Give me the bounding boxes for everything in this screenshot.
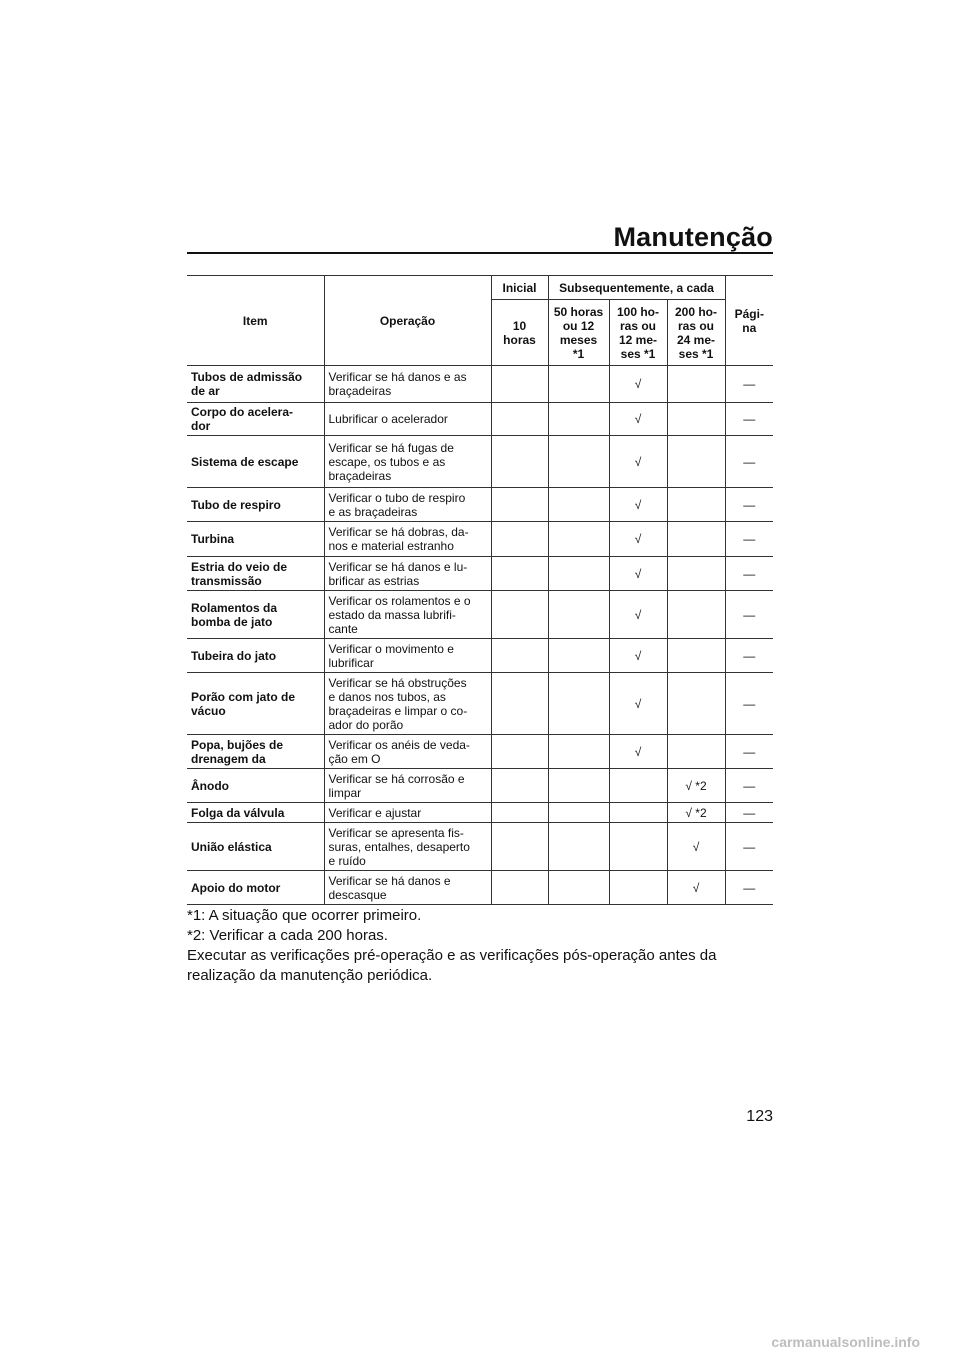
row-10h-mark xyxy=(491,823,548,871)
row-operation: Lubrificar o acelerador xyxy=(324,403,491,436)
row-200h-mark: √ *2 xyxy=(667,769,725,803)
row-100h-mark: √ xyxy=(609,436,667,488)
row-page: — xyxy=(725,557,773,591)
row-page: — xyxy=(725,403,773,436)
row-200h-mark: √ *2 xyxy=(667,803,725,823)
row-200h-mark: √ xyxy=(667,871,725,905)
row-10h-mark xyxy=(491,769,548,803)
row-50h-mark xyxy=(548,591,609,639)
row-50h-mark xyxy=(548,769,609,803)
row-50h-mark xyxy=(548,673,609,735)
row-100h-mark xyxy=(609,769,667,803)
table-row xyxy=(187,557,773,591)
table-row xyxy=(187,488,773,522)
footnote-1: *1: A situação que ocorrer primeiro. xyxy=(187,907,422,924)
row-item: Popa, bujões de drenagem da xyxy=(187,735,324,769)
row-item: Turbina xyxy=(187,522,324,557)
table-row xyxy=(187,871,773,905)
row-item: Porão com jato de vácuo xyxy=(187,673,324,735)
row-item: Folga da válvula xyxy=(187,803,324,823)
row-page: — xyxy=(725,823,773,871)
row-operation: Verificar se há danos e lu- brificar as estrias xyxy=(324,557,491,591)
row-operation: Verificar se apresenta fis- suras, entalhes, desaperto e ruído xyxy=(324,823,491,871)
row-item: Apoio do motor xyxy=(187,871,324,905)
row-page: — xyxy=(725,803,773,823)
row-operation: Verificar se há dobras, da- nos e material estranho xyxy=(324,522,491,557)
row-page: — xyxy=(725,871,773,905)
row-100h-mark: √ xyxy=(609,488,667,522)
header-200h: 200 ho- ras ou 24 me- ses *1 xyxy=(667,300,725,366)
row-200h-mark xyxy=(667,488,725,522)
row-200h-mark: √ xyxy=(667,823,725,871)
footnote-2: *2: Verificar a cada 200 horas. xyxy=(187,927,388,944)
row-200h-mark xyxy=(667,591,725,639)
row-100h-mark: √ xyxy=(609,522,667,557)
row-50h-mark xyxy=(548,366,609,403)
footnotes xyxy=(187,906,777,986)
row-10h-mark xyxy=(491,673,548,735)
row-10h-mark xyxy=(491,735,548,769)
row-10h-mark xyxy=(491,803,548,823)
table-row xyxy=(187,436,773,488)
row-page: — xyxy=(725,488,773,522)
row-200h-mark xyxy=(667,403,725,436)
row-100h-mark: √ xyxy=(609,735,667,769)
header-initial: Inicial xyxy=(491,276,548,300)
row-operation: Verificar o tubo de respiro e as braçadeiras xyxy=(324,488,491,522)
row-item: Tubeira do jato xyxy=(187,639,324,673)
row-100h-mark: √ xyxy=(609,673,667,735)
row-page: — xyxy=(725,591,773,639)
row-item: Corpo do acelera- dor xyxy=(187,403,324,436)
header-subsequent: Subsequentemente, a cada xyxy=(548,276,725,300)
row-operation: Verificar se há obstruções e danos nos tubos, as braçadeiras e limpar o co- ador do porão xyxy=(324,673,491,735)
maintenance-table xyxy=(187,275,773,905)
row-page: — xyxy=(725,366,773,403)
row-page: — xyxy=(725,522,773,557)
table-row xyxy=(187,673,773,735)
row-operation: Verificar se há corrosão e limpar xyxy=(324,769,491,803)
row-item: Estria do veio de transmissão xyxy=(187,557,324,591)
table-row xyxy=(187,591,773,639)
row-50h-mark xyxy=(548,436,609,488)
row-10h-mark xyxy=(491,488,548,522)
row-operation: Verificar o movimento e lubrificar xyxy=(324,639,491,673)
watermark: carmanualsonline.info xyxy=(771,1334,920,1350)
row-200h-mark xyxy=(667,557,725,591)
row-200h-mark xyxy=(667,673,725,735)
row-100h-mark: √ xyxy=(609,639,667,673)
table-row xyxy=(187,823,773,871)
row-page: — xyxy=(725,436,773,488)
row-page: — xyxy=(725,639,773,673)
header-item: Item xyxy=(187,276,324,366)
row-10h-mark xyxy=(491,871,548,905)
row-operation: Verificar se há danos e descasque xyxy=(324,871,491,905)
row-page: — xyxy=(725,673,773,735)
row-100h-mark xyxy=(609,803,667,823)
row-item: Tubo de respiro xyxy=(187,488,324,522)
row-10h-mark xyxy=(491,403,548,436)
title-rule xyxy=(187,252,773,254)
row-item: Sistema de escape xyxy=(187,436,324,488)
table-row xyxy=(187,803,773,823)
row-10h-mark xyxy=(491,639,548,673)
row-page: — xyxy=(725,735,773,769)
row-100h-mark: √ xyxy=(609,591,667,639)
row-item: Rolamentos da bomba de jato xyxy=(187,591,324,639)
row-50h-mark xyxy=(548,823,609,871)
row-page: — xyxy=(725,769,773,803)
page-title: Manutenção xyxy=(613,222,773,252)
row-50h-mark xyxy=(548,488,609,522)
header-100h: 100 ho- ras ou 12 me- ses *1 xyxy=(609,300,667,366)
row-10h-mark xyxy=(491,522,548,557)
row-50h-mark xyxy=(548,522,609,557)
row-operation: Verificar e ajustar xyxy=(324,803,491,823)
row-200h-mark xyxy=(667,366,725,403)
row-200h-mark xyxy=(667,735,725,769)
row-100h-mark xyxy=(609,871,667,905)
row-operation: Verificar os rolamentos e o estado da massa lubrifi- cante xyxy=(324,591,491,639)
header-10h: 10 horas xyxy=(491,300,548,366)
table-row xyxy=(187,366,773,403)
row-10h-mark xyxy=(491,557,548,591)
table-row xyxy=(187,403,773,436)
row-operation: Verificar se há fugas de escape, os tubos e as braçadeiras xyxy=(324,436,491,488)
table-row xyxy=(187,769,773,803)
table-row xyxy=(187,639,773,673)
table-row xyxy=(187,522,773,557)
footnote-3: Executar as verificações pré-operação e as verificações pós-operação antes da realização da manutenção periódica. xyxy=(187,947,717,984)
row-item: União elástica xyxy=(187,823,324,871)
row-50h-mark xyxy=(548,871,609,905)
header-page: Pági- na xyxy=(725,276,773,366)
row-operation: Verificar se há danos e as braçadeiras xyxy=(324,366,491,403)
row-10h-mark xyxy=(491,366,548,403)
row-100h-mark xyxy=(609,823,667,871)
row-200h-mark xyxy=(667,639,725,673)
row-50h-mark xyxy=(548,639,609,673)
row-200h-mark xyxy=(667,522,725,557)
row-50h-mark xyxy=(548,803,609,823)
row-10h-mark xyxy=(491,591,548,639)
row-item: Tubos de admissão de ar xyxy=(187,366,324,403)
table-row xyxy=(187,735,773,769)
row-item: Ânodo xyxy=(187,769,324,803)
row-50h-mark xyxy=(548,403,609,436)
row-10h-mark xyxy=(491,436,548,488)
row-operation: Verificar os anéis de veda- ção em O xyxy=(324,735,491,769)
header-50h: 50 horas ou 12 meses *1 xyxy=(548,300,609,366)
row-200h-mark xyxy=(667,436,725,488)
page-number: 123 xyxy=(746,1108,773,1125)
row-50h-mark xyxy=(548,557,609,591)
row-100h-mark: √ xyxy=(609,403,667,436)
row-50h-mark xyxy=(548,735,609,769)
header-operation: Operação xyxy=(324,276,491,366)
row-100h-mark: √ xyxy=(609,366,667,403)
row-100h-mark: √ xyxy=(609,557,667,591)
